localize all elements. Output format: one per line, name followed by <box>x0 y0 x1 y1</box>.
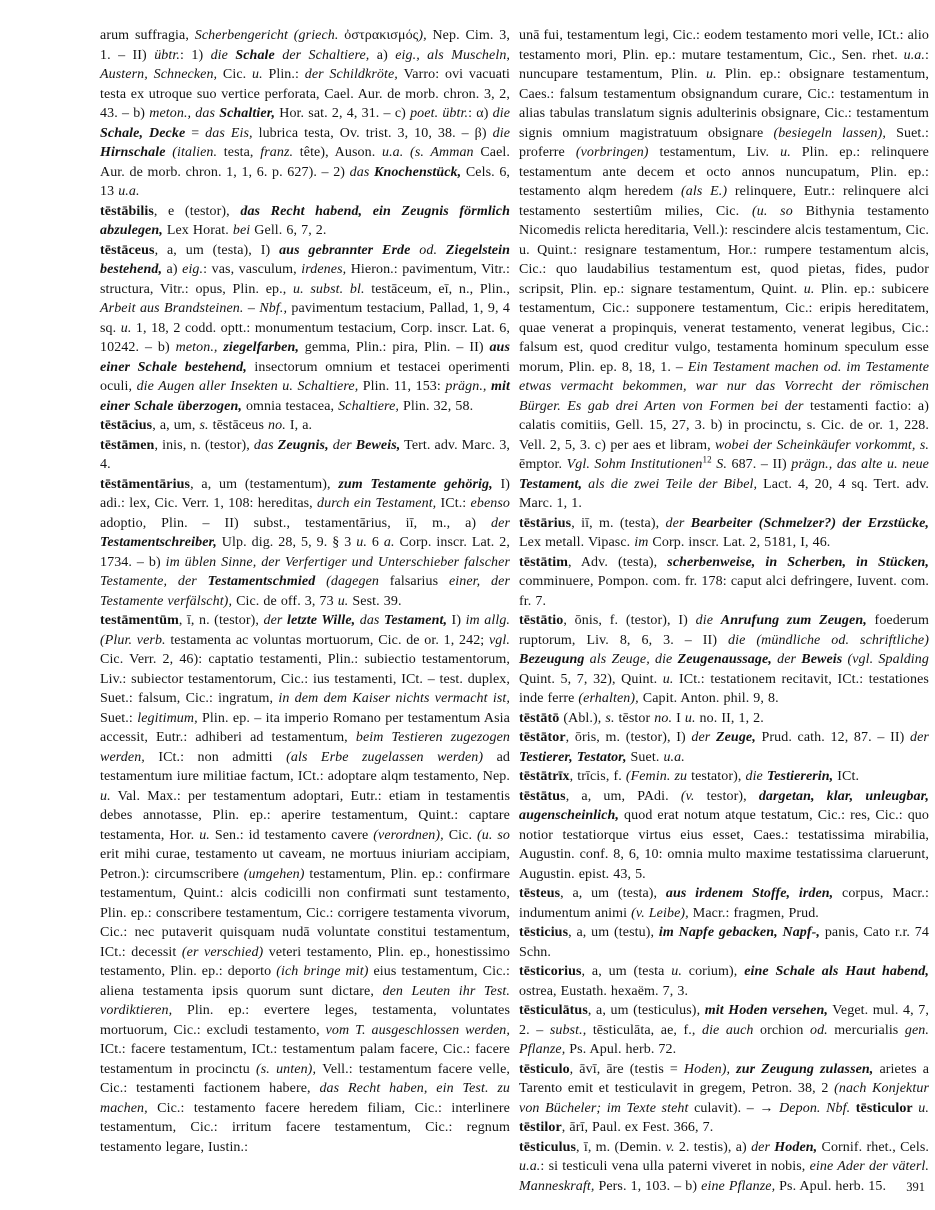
dictionary-entry: tēstābilis, e (testor), das Recht habend, ein Zeugnis förmlich abzulegen, Lex Horat. bei Gell. 6, 7, 2. <box>100 203 510 238</box>
dictionary-entry: tēsticulātus, a, um (testiculus), mit Hoden versehen, Veget. mul. 4, 7, 2. – subst., tēsticulāta, ae, f., die auch orchion od. mercurialis gen. Pflanze, Ps. Apul. herb. 72. <box>519 1003 929 1057</box>
dictionary-entry: tēstārius, iī, m. (testa), der Bearbeiter (Schmelzer?) der Erzstücke, Lex metall. Vipasc. im Corp. inscr. Lat. 2, 5181, I, 46. <box>519 515 929 550</box>
dictionary-entry: testāmentūm, ī, n. (testor), der letzte Wille, das Testament, I) im allg. (Plur. verb. testamenta ac voluntas mortuorum, Cic. de or. 1, 242; vgl. Cic. Verr. 2, 46): captatio testamenti, Plin.: subiectio testamentorum, Liv.: subiector testamentorum, Cic.: ius testamenti, ICt. – test. duplex, Suet.: falsum, Cic.: ingratum, in dem dem Kaiser nichts vermacht ist, Suet.: legitimum, Plin. ep. – ita imperio Romano per testamentum Asia accessit, Eutr.: adhiberi ad testamentum, beim Testieren zugezogen werden, ICt.: non admitti (als Erbe zugelassen werden) ad testamentum iure militiae factum, ICt.: adoptare alqm testamento, Nep. u. Val. Max.: per testamentum adoptari, Eutr.: etiam in testamentis debes annotasse, Plin. ep.: aperire testamentum, Quint.: captare testamenta, Hor. u. Sen.: id testamento cavere (verordnen), Cic. (u. so erit mihi curae, testamento ut caveam, ne mortuus iniuriam accipiam, Petron.): circumscribere (umgehen) testamentum, Plin. ep.: confirmare testamentum, Quint.: alcis codicilli non confirmati sunt testamento, Plin. ep.: conscribere testamentum, Cic.: corrigere testamenta vivorum, Cic.: nec putaverit quisquam nudā voluntate constitui testamentum, ICt.: decessit (er verschied) veteri testamento, Plin. ep., honestissimo testamento, Plin. ep.: deporto (ich bringe mit) eius testamentum, Cic.: aliena testamenta ipsis quorum sunt dictare, den Leuten ihr Test. vordiktieren, Plin. ep.: evertere leges, testamenta, voluntates mortuorum, Cic.: excludi testamento, vom T. ausgeschlossen werden, ICt.: facere testamentum, ICt.: testamentum palam facere, Cic.: facere testamentum in procinctu (s. unten), Vell.: testamentum facere velle, Cic.: testamenti factionem habere, das Recht haben, ein Test. zu machen, Cic.: testamento facere heredem filiam, Cic.: interlinere testamentum, Cic.: irritum facere testamentum, Cic.: regnum testamento legare, Iustin.: <box>100 613 511 1155</box>
dictionary-entry: arum suffragia, Scherbengericht (griech. ὀστρακισμός), Nep. Cim. 3, 1. – II) übtr.: 1) die Schale der Schaltiere, a) eig., als Muscheln, Austern, Schnecken, Cic. u. Plin.: der Schildkröte, Varro: ovi vacuati testa ex utroque suo vertice perforata, Cael. Aur. de morb. chron. 3, 2, 43. – b) meton., das Schaltier, Hor. sat. 2, 4, 31. – c) poet. übtr.: α) die Schale, Decke = das Eis, lubrica testa, Ov. trist. 3, 10, 38. – β) die Hirnschale (italien. testa, franz. tête), Auson. u.a. (s. Amman Cael. Aur. de morb. chron. 1, 1, 6. p. 627). – 2) das Knochenstück, Cels. 6, 13 u.a. <box>100 28 511 199</box>
dictionary-entry: tēstātō (Abl.), s. tēstor no. I u. no. II, 1, 2. <box>519 710 764 726</box>
dictionary-entry: tēsteus, a, um (testa), aus irdenem Stoffe, irden, corpus, Macr.: indumentum animi (v. Leibe), Macr.: fragmen, Prud. <box>519 886 929 921</box>
dictionary-entry: tēstāmen, inis, n. (testor), das Zeugnis, der Beweis, Tert. adv. Marc. 3, 4. <box>100 437 511 472</box>
dictionary-entry: tēsticorius, a, um (testa u. corium), eine Schale als Haut habend, ostrea, Eustath. hexaëm. 7, 3. <box>519 964 929 999</box>
dictionary-entry: tēstātor, ōris, m. (testor), I) der Zeuge, Prud. cath. 12, 87. – II) der Testierer, Testator, Suet. u.a. <box>519 730 929 765</box>
dictionary-entry: tēsticius, a, um (testu), im Napfe gebacken, Napf-, panis, Cato r.r. 74 Schn. <box>519 925 930 960</box>
page-number: 391 <box>906 1180 925 1194</box>
dictionary-entry: unā fui, testamentum legi, Cic.: eodem testamento mori velle, ICt.: alio testamento mori, Plin. ep.: mutare testamentum, Cic., Sen. rhet. u.a.: nuncupare testamentum, Plin. u. Plin. ep.: obsignare testamentum, Caes.: falsum testamentum obsignandum curare, Cic.: testamentum in alias tabulas translatum signis adulterinis obsignare, Cic.: testamentum signis omnium magistratuum obsignare (besiegeln lassen), Suet.: proferre (vorbringen) testamentum, Liv. u. Plin. ep.: relinquere testamentum ante decem et octo annos nuncupatum, Plin. ep.: testamento alqm heredem (als E.) relinquere, Eutr.: relinquere alci testamento sestertiûm milies, Cic. (u. so Bithynia testamento Nicomedis relicta hereditaria, Vell.): rescindere alcis testamentum, Cic. u. Quint.: resignare testamentum, Hor.: rumpere testamentum alcis, Cic.: quo laudabilius testamentum est, quod pietas, fides, pudor scripsit, Plin. ep.: signare testamentum, Quint. u. Plin. ep.: subicere testamentum, Cic.: supponere testamentum, Cic.: eripis hereditatem, quae venerat a propinquis, venerat testamento, venerat legibus, Cic.: falsum est, quod creditur vulgo, testamenta hominum speculum esse morum, Plin. ep. 8, 18, 1. – Ein Testament machen od. im Testamente etwas vermacht bekommen, war nur das Vorrecht der römischen Bürger. Es gab drei Arten von Formen bei der testamenti factio: a) calatis comitiis, Gell. 15, 27, 3. b) in procinctu, s. Cic. de or. 1, 228. Vell. 2, 5, 3. c) per aes et libram, wobei der Scheinkäufer vorkommt, s. ēmptor. Vgl. Sohm Institutionen$^{12}$ S. 687. – II) prägn., das alte u. neue Testament, als die zwei Teile der Bibel, Lact. 4, 20, 4 sq. Tert. adv. Marc. 1, 1. <box>519 28 930 511</box>
dictionary-entry: tēsticulus, ī, m. (Demin. v. 2. testis), a) der Hoden, Cornif. rhet., Cels. u.a.: si testiculi vena ulla paterni viveret in nobis, eine Ader der väterl. Manneskraft, Pers. 1, 103. – b) eine Pflanze, Ps. Apul. herb. 15. <box>519 1139 930 1194</box>
left-column <box>100 26 510 1196</box>
right-column <box>519 26 929 1196</box>
text-columns <box>100 26 928 1196</box>
dictionary-entry: tēstāceus, a, um (testa), I) aus gebrannter Erde od. Ziegelstein bestehend, a) eig.: vas, vasculum, irdenes, Hieron.: pavimentum, Vitr.: structura, Vitr.: opus, Plin. ep., u. subst. bl. testāceum, eī, n., Plin., Arbeit aus Brandsteinen. – Nbf., pavimentum testacium, Pallad, 1, 9, 4 sq. u. 1, 18, 2 codd. optt.: monumentum testacium, Corp. inscr. Lat. 6, 10242. – b) meton., ziegelfarben, gemma, Plin.: pira, Plin. – II) aus einer Schale bestehend, insectorum omnium et testacei operimenti oculi, die Augen aller Insekten u. Schaltiere, Plin. 11, 153: prägn., mit einer Schale überzogen, omnia testacea, Schaltiere, Plin. 32, 58. <box>100 242 511 414</box>
dictionary-entry: tēstātus, a, um, PAdi. (v. testor), dargetan, klar, unleugbar, augenscheinlich, quod erat notum atque testatum, Cic.: res, Cic.: quo notior testatiorque virtus eius esset, Caes.: testatissima mirabilia, Augustin. conf. 8, 6, 10: omnia multo maxime testatissima claruerunt, Augustin. epist. 43, 5. <box>519 788 929 882</box>
dictionary-entry: tēstātio, ōnis, f. (testor), I) die Anrufung zum Zeugen, foederum ruptorum, Liv. 8, 6, 3. – II) die (mündliche od. schriftliche) Bezeugung als Zeuge, die Zeugenaussage, der Beweis (vgl. Spalding Quint. 5, 7, 32), Quint. u. ICt.: testationem recitavit, ICt.: testationes inde ferre (erhalten), Capit. Anton. phil. 9, 8. <box>519 613 929 706</box>
dictionary-entry: tēstātrīx, trīcis, f. (Femin. zu testator), die Testiererin, ICt. <box>519 769 860 784</box>
dictionary-entry: tēstācius, a, um, s. tēstāceus no. I, a. <box>100 418 313 433</box>
dictionary-entry: tēsticulo, āvī, āre (testis = Hoden), zur Zeugung zulassen, arietes a Tarento emit et testiculavit in gregem, Petron. 38, 2 (nach Konjektur von Bücheler; im Texte steht culavit). – → Depon. Nbf. tēsticulor u. tēstilor, ārī, Paul. ex Fest. 366, 7. <box>519 1061 930 1135</box>
dictionary-entry: tēstātim, Adv. (testa), scherbenweise, in Scherben, in Stücken, comminuere, Pompon. com. fr. 178: caput alci defringere, Iuvent. com. fr. 7. <box>519 554 929 609</box>
dictionary-entry: tēstāmentārius, a, um (testamentum), zum Testamente gehörig, I) adi.: lex, Cic. Verr. 1, 108: hereditas, durch ein Testament, ICt.: ebenso adoptio, Plin. – II) subst., testamentārius, iī, m., a) der Testamentschreiber, Ulp. dig. 28, 5, 9. § 3 u. 6 a. Corp. inscr. Lat. 2, 1734. – b) im üblen Sinne, der Verfertiger und Unterschieber falscher Testamente, der Testamentschmied (dagegen falsarius einer, der Testamente verfälscht), Cic. de off. 3, 73 u. Sest. 39. <box>100 476 511 609</box>
